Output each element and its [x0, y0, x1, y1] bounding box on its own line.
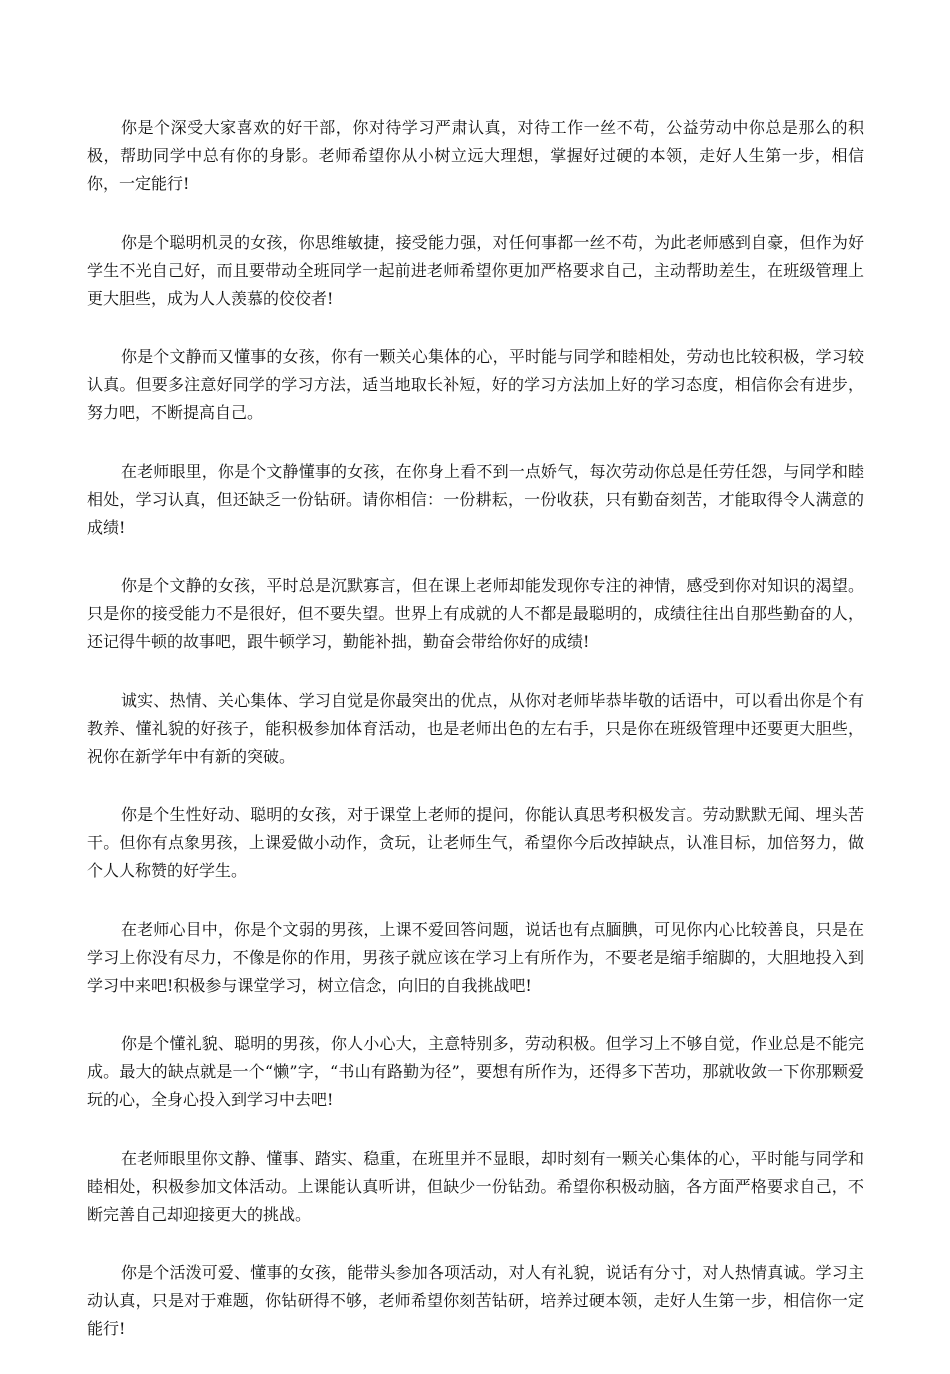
comment-paragraph-9: 你是个懂礼貌、聪明的男孩，你人小心大，主意特别多，劳动积极。但学习上不够自觉，作业总是不能完成。最大的缺点就是一个“懒”字，“书山有路勤为径”，要想有所作为，还得多下苦功，那就收敛一下你那颗爱玩的心，全身心投入到学习中去吧! — [87, 1034, 864, 1109]
comment-paragraph-2: 你是个聪明机灵的女孩，你思维敏捷，接受能力强，对任何事都一丝不苟，为此老师感到自豪，但作为好学生不光自己好，而且要带动全班同学一起前进老师希望你更加严格要求自己，主动帮助差生，在班级管理上更大胆些，成为人人羡慕的佼佼者! — [87, 232, 864, 308]
comment-paragraph-1: 你是个深受大家喜欢的好干部，你对待学习严肃认真，对待工作一丝不苟，公益劳动中你总是那么的积极，帮助同学中总有你的身影。老师希望你从小树立远大理想，掌握好过硬的本领，走好人生第一步，相信你，一定能行! — [87, 118, 864, 193]
comment-paragraph-3: 你是个文静而又懂事的女孩，你有一颗关心集体的心，平时能与同学和睦相处，劳动也比较积极，学习较认真。但要多注意好同学的学习方法，适当地取长补短，好的学习方法加上好的学习态度，相信你会有进步，努力吧，不断提高自己。 — [87, 347, 864, 422]
comment-paragraph-8: 在老师心目中，你是个文弱的男孩，上课不爱回答问题，说话也有点腼腆，可见你内心比较善良，只是在学习上你没有尽力，不像是你的作用，男孩子就应该在学习上有所作为，不要老是缩手缩脚的，大胆地投入到学习中来吧!积极参与课堂学习，树立信念，向旧的自我挑战吧! — [87, 919, 864, 995]
comment-paragraph-4: 在老师眼里，你是个文静懂事的女孩，在你身上看不到一点娇气，每次劳动你总是任劳任怨，与同学和睦相处，学习认真，但还缺乏一份钻研。请你相信：一份耕耘，一份收获，只有勤奋刻苦，才能取得令人满意的成绩! — [87, 461, 864, 537]
comment-paragraph-11: 你是个活泼可爱、懂事的女孩，能带头参加各项活动，对人有礼貌，说话有分寸，对人热情真诚。学习主动认真，只是对于难题，你钻研得不够，老师希望你刻苦钻研，培养过硬本领，走好人生第一步，相信你一定能行! — [87, 1263, 864, 1338]
comment-paragraph-5: 你是个文静的女孩，平时总是沉默寡言，但在课上老师却能发现你专注的神情，感受到你对知识的渴望。只是你的接受能力不是很好，但不要失望。世界上有成就的人不都是最聪明的，成绩往往出自那些勤奋的人，还记得牛顿的故事吧，跟牛顿学习，勤能补拙，勤奋会带给你好的成绩! — [87, 576, 864, 651]
comment-paragraph-7: 你是个生性好动、聪明的女孩，对于课堂上老师的提问，你能认真思考积极发言。劳动默默无闻、埋头苦干。但你有点象男孩，上课爱做小动作，贪玩，让老师生气，希望你今后改掉缺点，认准目标，加倍努力，做个人人称赞的好学生。 — [87, 805, 864, 880]
comment-paragraph-6: 诚实、热情、关心集体、学习自觉是你最突出的优点，从你对老师毕恭毕敬的话语中，可以看出你是个有教养、懂礼貌的好孩子，能积极参加体育活动，也是老师出色的左右手，只是你在班级管理中还要更大胆些，祝你在新学年中有新的突破。 — [87, 690, 864, 766]
document-body — [87, 114, 864, 1374]
comment-paragraph-10: 在老师眼里你文静、懂事、踏实、稳重，在班里并不显眼，却时刻有一颗关心集体的心，平时能与同学和睦相处，积极参加文体活动。上课能认真听讲，但缺少一份钻劲。希望你积极动脑，各方面严格要求自己，不断完善自己却迎接更大的挑战。 — [87, 1148, 864, 1224]
